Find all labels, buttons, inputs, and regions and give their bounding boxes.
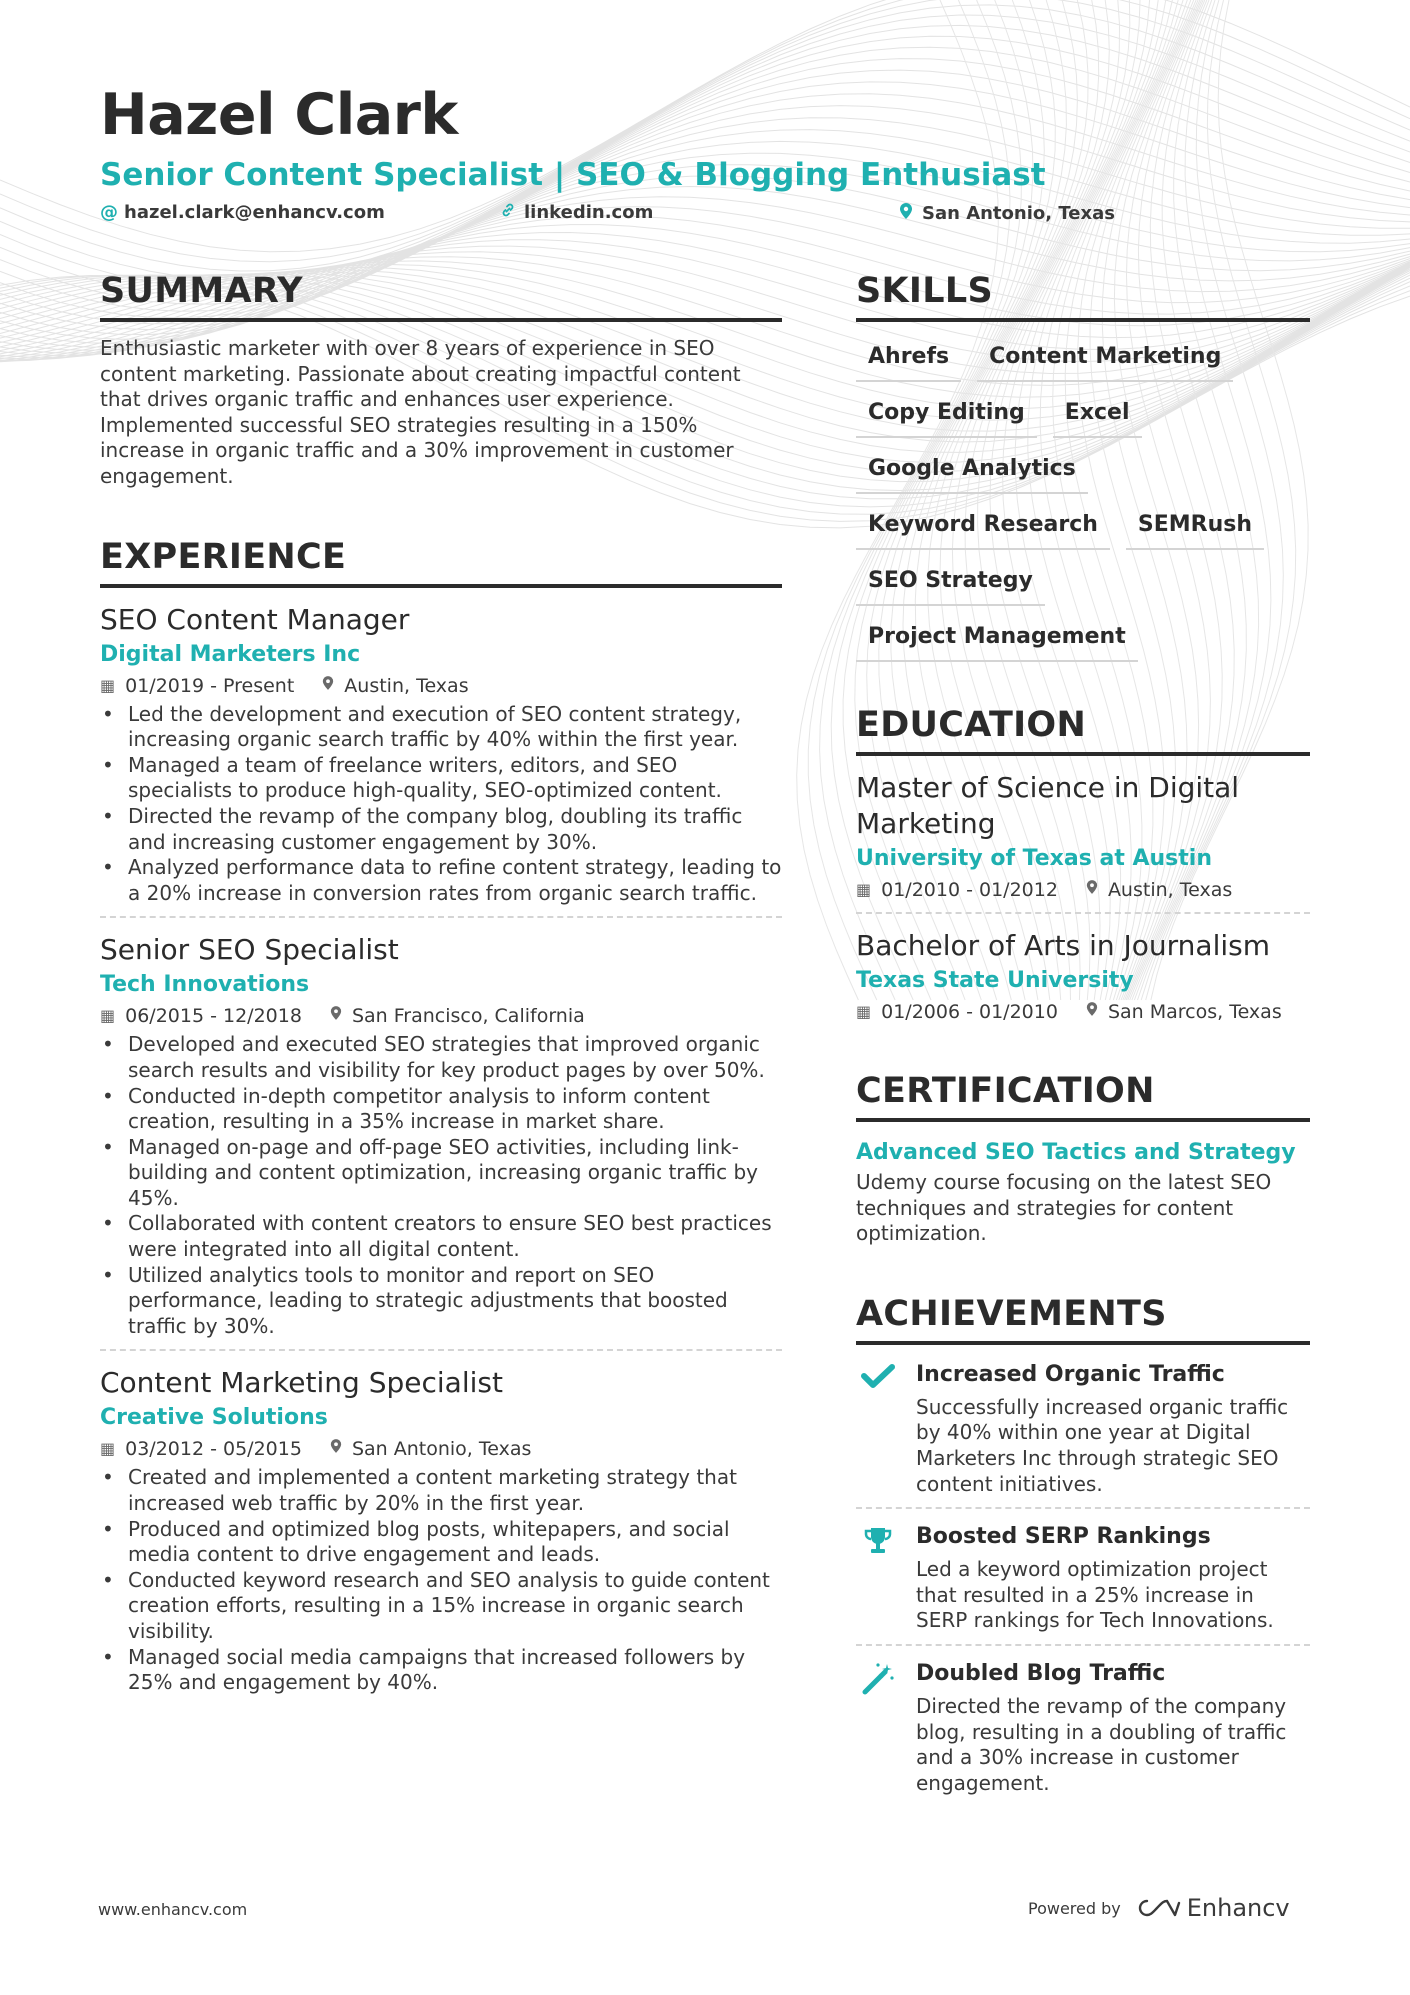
education-dates (856, 1000, 1058, 1024)
at-sign-icon: @ (100, 202, 118, 223)
job-bullets (100, 702, 782, 907)
dates-text: 03/2012 - 05/2015 (125, 1438, 302, 1461)
degree-title: Bachelor of Arts in Journalism (856, 929, 1270, 962)
achievement-description: Led a keyword optimization project that resulted in a 25% increase in SERP rankings for Tech Innovations. (916, 1557, 1274, 1633)
email-text: hazel.clark@enhancv.com (124, 202, 385, 223)
calendar-icon: ▦ (100, 675, 116, 695)
education-item (856, 928, 1310, 1024)
experience-section (100, 534, 782, 1696)
school-name: Texas State University (856, 968, 1134, 993)
location-text: San Marcos, Texas (1107, 1001, 1282, 1023)
education-location (1086, 878, 1232, 902)
bullet-item: • Directed the revamp of the company blog, doubling its traffic and increasing customer engagement by 30%. (100, 804, 782, 855)
trophy-icon (856, 1523, 900, 1634)
left-column (100, 268, 782, 1696)
achievement-title: Doubled Blog Traffic (916, 1660, 1166, 1686)
location-pin-icon (898, 202, 914, 225)
education-section (856, 702, 1310, 1024)
dates-text: 06/2015 - 12/2018 (125, 1005, 302, 1028)
bullet-item: • Developed and executed SEO strategies that improved organic search results and visibility for key product pages by over 50%. (100, 1032, 782, 1083)
bullet-item: • Conducted keyword research and SEO analysis to guide content creation efforts, resulting in a 15% increase in organic search visibility. (100, 1568, 782, 1645)
dates-text: 01/2010 - 01/2012 (881, 879, 1058, 901)
location-text: San Antonio, Texas (922, 203, 1115, 224)
skill-tag: Copy Editing (856, 392, 1037, 438)
bullet-item: • Created and implemented a content marketing strategy that increased web traffic by 20% in the first year. (100, 1465, 782, 1516)
job-dates (100, 1004, 302, 1028)
job-title: SEO Content Manager (100, 602, 410, 636)
location-pin-icon (330, 1004, 342, 1028)
skill-tag: SEO Strategy (856, 560, 1045, 606)
calendar-icon: ▦ (856, 880, 872, 899)
bullet-item: • Managed a team of freelance writers, editors, and SEO specialists to produce high-quality, SEO-optimized content. (100, 753, 782, 804)
education-heading: EDUCATION (856, 702, 1310, 756)
education-item (856, 770, 1310, 914)
calendar-icon: ▦ (100, 1439, 116, 1459)
achievement-description: Successfully increased organic traffic by 40% within one year at Digital Marketers Inc through strategic SEO content initiatives. (916, 1394, 1289, 1496)
bullet-item: • Collaborated with content creators to ensure SEO best practices were integrated into all digital content. (100, 1211, 782, 1262)
item-divider (856, 1644, 1310, 1646)
skill-tag: Project Management (856, 616, 1138, 662)
bullet-item: • Utilized analytics tools to monitor and report on SEO performance, leading to strategic adjustments that boosted traffic by 30%. (100, 1263, 782, 1340)
skill-tag: Keyword Research (856, 504, 1110, 550)
footer-website-link[interactable]: www.enhancv.com (98, 1900, 248, 1919)
enhancv-logo-mark (1135, 1897, 1181, 1919)
skill-tag: Excel (1053, 392, 1142, 438)
job-title: Content Marketing Specialist (100, 1366, 503, 1400)
achievement-title: Increased Organic Traffic (916, 1361, 1225, 1387)
certification-name: Advanced SEO Tactics and Strategy (856, 1140, 1296, 1165)
magic-wand-icon (856, 1660, 900, 1796)
checkmark-icon (856, 1361, 900, 1497)
bullet-item: • Managed on-page and off-page SEO activities, including link-building and content optimization, increasing organic traffic by 45%. (100, 1135, 782, 1212)
summary-text: Enthusiastic marketer with over 8 years of experience in SEO content marketing. Passionate about creating impactful content that drives organic traffic and enhances user experience. Implemented successful SEO strategies resulting in a 150% increase in organic traffic and a 30% improvement in customer engagement. (100, 336, 741, 488)
location-text: Austin, Texas (344, 674, 469, 697)
location-pin-icon (322, 674, 334, 698)
bullet-item: • Managed social media campaigns that increased followers by 25% and engagement by 40%. (100, 1645, 782, 1696)
calendar-icon: ▦ (100, 1006, 116, 1026)
job-dates (100, 674, 294, 698)
bullet-item: • Conducted in-depth competitor analysis to inform content creation, resulting in a 35% increase in market share. (100, 1084, 782, 1135)
location-pin-icon (1086, 878, 1098, 902)
certification-description: Udemy course focusing on the latest SEO techniques and strategies for content optimization. (856, 1170, 1272, 1246)
summary-section (100, 268, 782, 490)
experience-item (100, 932, 782, 1351)
skills-heading: SKILLS (856, 268, 1310, 322)
company-name: Digital Marketers Inc (100, 641, 361, 667)
bullet-item: • Led the development and execution of SEO content strategy, increasing organic search traffic by 40% within the first year. (100, 702, 782, 753)
link-icon (500, 202, 516, 223)
right-column (856, 268, 1310, 1796)
skill-tag: SEMRush (1126, 504, 1264, 550)
skill-tag: Ahrefs (856, 336, 961, 382)
linkedin-text: linkedin.com (524, 202, 654, 223)
job-bullets (100, 1032, 782, 1339)
location-text: Austin, Texas (1107, 879, 1233, 901)
enhancv-logo (1135, 1894, 1290, 1922)
job-dates (100, 1437, 302, 1461)
job-location (322, 674, 468, 698)
certification-heading: CERTIFICATION (856, 1068, 1310, 1122)
dates-text: 01/2019 - Present (125, 674, 295, 697)
location-text: San Antonio, Texas (351, 1438, 532, 1461)
achievement-item (856, 1361, 1310, 1497)
item-divider (100, 916, 782, 918)
bullet-item: • Produced and optimized blog posts, whitepapers, and social media content to drive engagement and leads. (100, 1517, 782, 1568)
experience-item (100, 1365, 782, 1695)
powered-by-text: Powered by (1028, 1898, 1121, 1918)
contact-linkedin[interactable] (500, 202, 653, 223)
experience-item (100, 602, 782, 919)
dates-text: 01/2006 - 01/2010 (881, 1001, 1058, 1023)
job-bullets (100, 1465, 782, 1695)
item-divider (856, 912, 1310, 914)
footer-branding[interactable] (1028, 1894, 1290, 1922)
degree-title: Master of Science in Digital Marketing (856, 771, 1240, 840)
job-location (330, 1004, 585, 1028)
achievement-description: Directed the revamp of the company blog, resulting in a doubling of traffic and a 30% increase in customer engagement. (916, 1693, 1287, 1795)
achievement-title: Boosted SERP Rankings (916, 1524, 1211, 1550)
item-divider (856, 1507, 1310, 1509)
achievement-item (856, 1523, 1310, 1634)
skill-tag: Content Marketing (977, 336, 1233, 382)
experience-heading: EXPERIENCE (100, 534, 782, 588)
certification-section (856, 1068, 1310, 1247)
company-name: Tech Innovations (100, 972, 310, 998)
achievement-item (856, 1660, 1310, 1796)
calendar-icon: ▦ (856, 1002, 872, 1021)
candidate-name: Hazel Clark (100, 82, 458, 148)
job-location (330, 1437, 531, 1461)
achievements-section (856, 1291, 1310, 1797)
contact-location (898, 202, 1115, 225)
education-location (1086, 1000, 1282, 1024)
brand-name: Enhancv (1186, 1894, 1290, 1922)
location-text: San Francisco, California (351, 1005, 585, 1028)
school-name: University of Texas at Austin (856, 846, 1212, 871)
job-title: Senior SEO Specialist (100, 933, 399, 967)
location-pin-icon (330, 1437, 342, 1461)
contact-email[interactable] (100, 202, 385, 223)
achievements-heading: ACHIEVEMENTS (856, 1291, 1310, 1345)
skills-list (856, 336, 1310, 672)
company-name: Creative Solutions (100, 1405, 328, 1431)
skill-tag: Google Analytics (856, 448, 1088, 494)
summary-heading: SUMMARY (100, 268, 782, 322)
bullet-item: • Analyzed performance data to refine content strategy, leading to a 20% increase in conversion rates from organic search traffic. (100, 855, 782, 906)
education-dates (856, 878, 1058, 902)
skills-section (856, 268, 1310, 672)
item-divider (100, 1349, 782, 1351)
candidate-headline: Senior Content Specialist | SEO & Blogging Enthusiast (100, 157, 1046, 193)
location-pin-icon (1086, 1000, 1098, 1024)
